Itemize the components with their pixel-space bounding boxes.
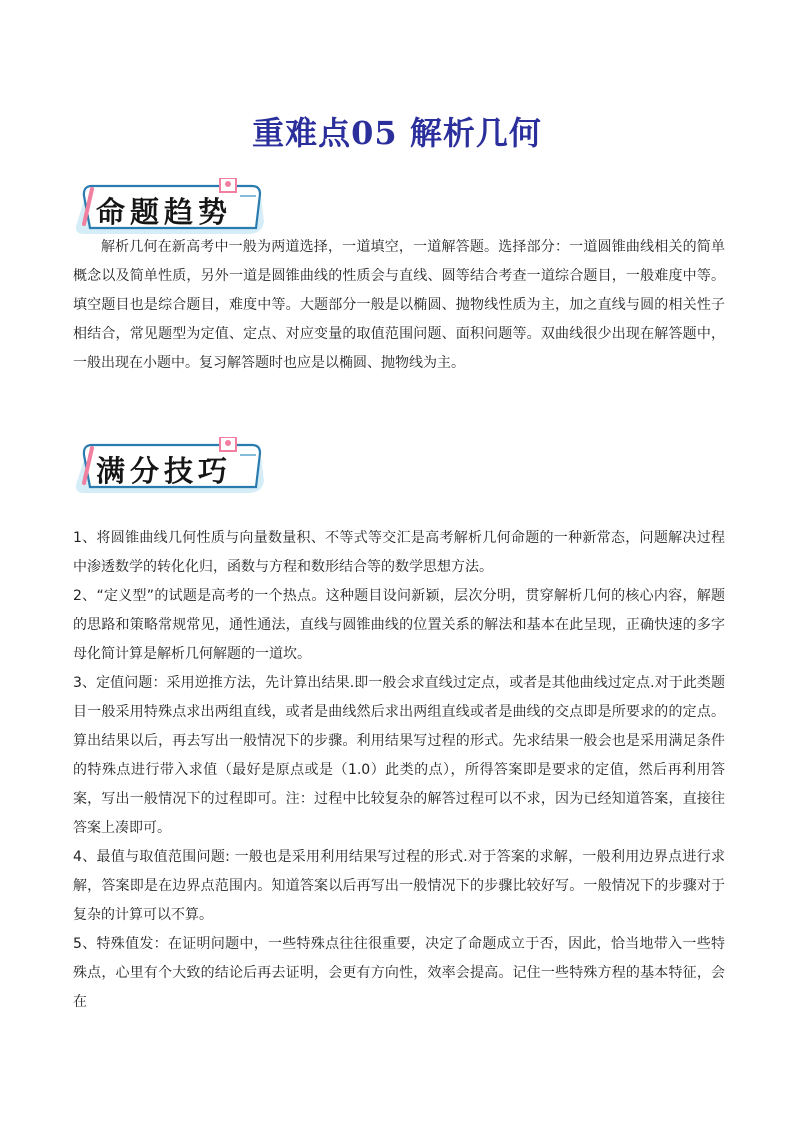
tip-item: 1、将圆锥曲线几何性质与向量数量积、不等式等交汇是高考解析几何命题的一种新常态，问题解决过程中渗透数学的转化化归，函数与方程和数形结合等的数学思想方法。 <box>73 530 725 575</box>
section-heading-trend: 命题趋势 <box>96 195 233 229</box>
tip-item: 2、“定义型”的试题是高考的一个热点。这种题目设问新颖，层次分明，贯穿解析几何的核心内容，解题的思路和策略常规常见，通性通法，直线与圆锥曲线的位置关系的解法和基本在此呈现，正确快速的多字母化简计算是解析几何解题的一道坎。 <box>73 588 725 662</box>
tip-item: 5、特殊值发：在证明问题中，一些特殊点往往很重要，决定了命题成立于否，因此，恰当地带入一些特殊点，心里有个大致的结论后再去证明，会更有方向性，效率会提高。记住一些特殊方程的基本特征，会在 <box>73 936 725 1010</box>
intro-paragraph: 解析几何在新高考中一般为两道选择，一道填空，一道解答题。选择部分：一道圆锥曲线相关的简单概念以及简单性质，另外一道是圆锥曲线的性质会与直线、圆等结合考查一道综合题目，一般难度中等。填空题目也是综合题目，难度中等。大题部分一般是以椭圆、抛物线性质为主，加之直线与圆的相关性子相结合，常见题型为定值、定点、对应变量的取值范围问题、面积问题等。双曲线很少出现在解答题中，一般出现在小题中。复习解答题时也应是以椭圆、抛物线为主。 <box>73 239 725 371</box>
section-banner-trend <box>70 178 266 240</box>
page-title: 重难点05 解析几何 <box>252 114 542 152</box>
tip-item: 4、最值与取值范围问题: 一般也是采用利用结果写过程的形式.对于答案的求解，一般利用边界点进行求解，答案即是在边界点范围内。知道答案以后再写出一般情况下的步骤比较好写。一般情况下的步骤对于复杂的计算可以不算。 <box>73 849 725 923</box>
tip-item: 3、定值问题：采用逆推方法，先计算出结果.即一般会求直线过定点，或者是其他曲线过定点.对于此类题目一般采用特殊点求出两组直线，或者是曲线然后求出两组直线或者是曲线的交点即是所要求的的定点。算出结果以后，再去写出一般情况下的步骤。利用结果写过程的形式。先求结果一般会也是采用满足条件的特殊点进行带入求值（最好是原点或是（1.0）此类的点），所得答案即是要求的定值，然后再利用答案，写出一般情况下的过程即可。注：过程中比较复杂的解答过程可以不求，因为已经知道答案，直接往答案上凑即可。 <box>73 675 725 836</box>
section-heading-tips: 满分技巧 <box>96 454 233 488</box>
tips-list <box>73 524 725 1017</box>
section-banner-tips <box>70 437 266 499</box>
